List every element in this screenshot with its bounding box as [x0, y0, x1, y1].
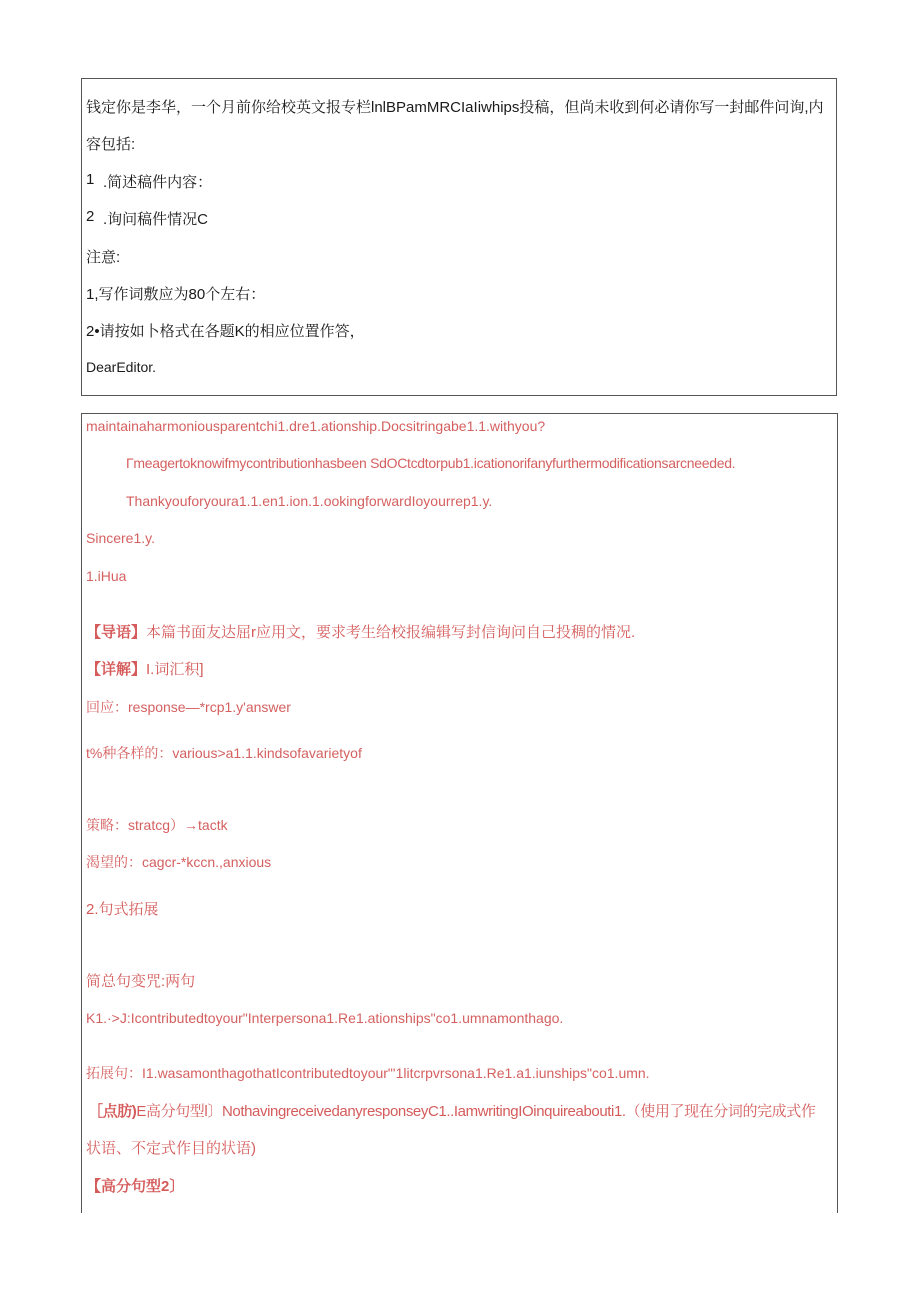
- prompt-item-2-num: 2: [86, 208, 95, 225]
- answer-line-1: maintainaharmoniousparentchi1.dre1.ationship.Docsitringabe1.1.withyou?: [86, 418, 546, 434]
- answer-box: [81, 413, 838, 1213]
- detail-label: 【详解】: [86, 661, 147, 678]
- vocab-4: 渴望的：cagcr-*kccn.,anxious: [86, 854, 272, 870]
- vocab-2: t%种各样的：various>a1.1.kindsofavarietyof: [86, 745, 362, 761]
- high-score-pattern-2: 【高分句型2〕: [86, 1178, 185, 1195]
- note-2: 2•请按如卜格式在各题K的相应位置作答，: [86, 323, 365, 340]
- answer-line-2: Γmeagertoknowifmycontributionhasbeen SdOCtcdtorpub1.icationorifanyfurthermodificationsarcneeded.: [126, 455, 736, 471]
- vocab-3: 策略：stratcg）→tactk: [86, 817, 228, 833]
- prompt-box: [81, 78, 837, 396]
- detail-heading: [86, 658, 204, 679]
- answer-line-5: 1.iHua: [86, 568, 127, 584]
- answer-line-4: Sincere1.y.: [86, 530, 155, 546]
- answer-line-3: Thankyouforyoura1.1.en1.ion.1.ookingforwardIoyourrep1.y.: [126, 493, 493, 509]
- point-label: ［点肪): [88, 1103, 137, 1120]
- point-text: E高分句型l〕NothavingreceivedanyresponseyC1..IamwritingIOinquireabouti1.（使用了现在分词的完成式作: [136, 1103, 816, 1120]
- note-title: 注意:: [86, 249, 121, 266]
- note-1: 1,写作词敷应为80个左右：: [86, 286, 266, 303]
- prompt-item-2: .询问稿件情况C: [103, 211, 209, 228]
- vocab-1: 回应：response—*rcp1.y'answer: [86, 699, 291, 715]
- guide-paragraph: [86, 621, 635, 642]
- salutation: DearEditor.: [86, 359, 157, 375]
- point-text-cont: 状语、不定式作目的状语): [86, 1140, 256, 1157]
- guide-text: 本篇书面友达屈r应用文，要求考生给校报编辑写封信询问自己投稠的情况.: [146, 624, 636, 641]
- prompt-item-1: .简述稿件内容：: [103, 174, 213, 191]
- simple-sentence-label: 简总句变咒:两句: [86, 973, 196, 990]
- expanded-sentence: 拓展句：I1.wasamonthagothatIcontributedtoyour"'1litcrpvrsona1.Re1.a1.iunships"co1.umn.: [86, 1065, 650, 1081]
- detail-text: I.词汇积]: [146, 661, 204, 678]
- point-paragraph: [88, 1100, 815, 1121]
- original-sentence: K1.·>J:Icontributedtoyour"Interpersona1.Re1.ationships"co1.umnamonthago.: [86, 1010, 564, 1026]
- prompt-item-1-num: 1: [86, 171, 95, 188]
- section-2-heading: 2.句式拓展: [86, 901, 159, 918]
- guide-label: 【导语】: [86, 624, 147, 641]
- prompt-line-1: 钱定你是李华，一个月前你给校英文报专栏lnlBPamMRCIaIiwhips投稿，但尚未收到何必请你写一封邮件问询,内: [86, 99, 824, 116]
- prompt-line-2: 容包括:: [86, 136, 136, 153]
